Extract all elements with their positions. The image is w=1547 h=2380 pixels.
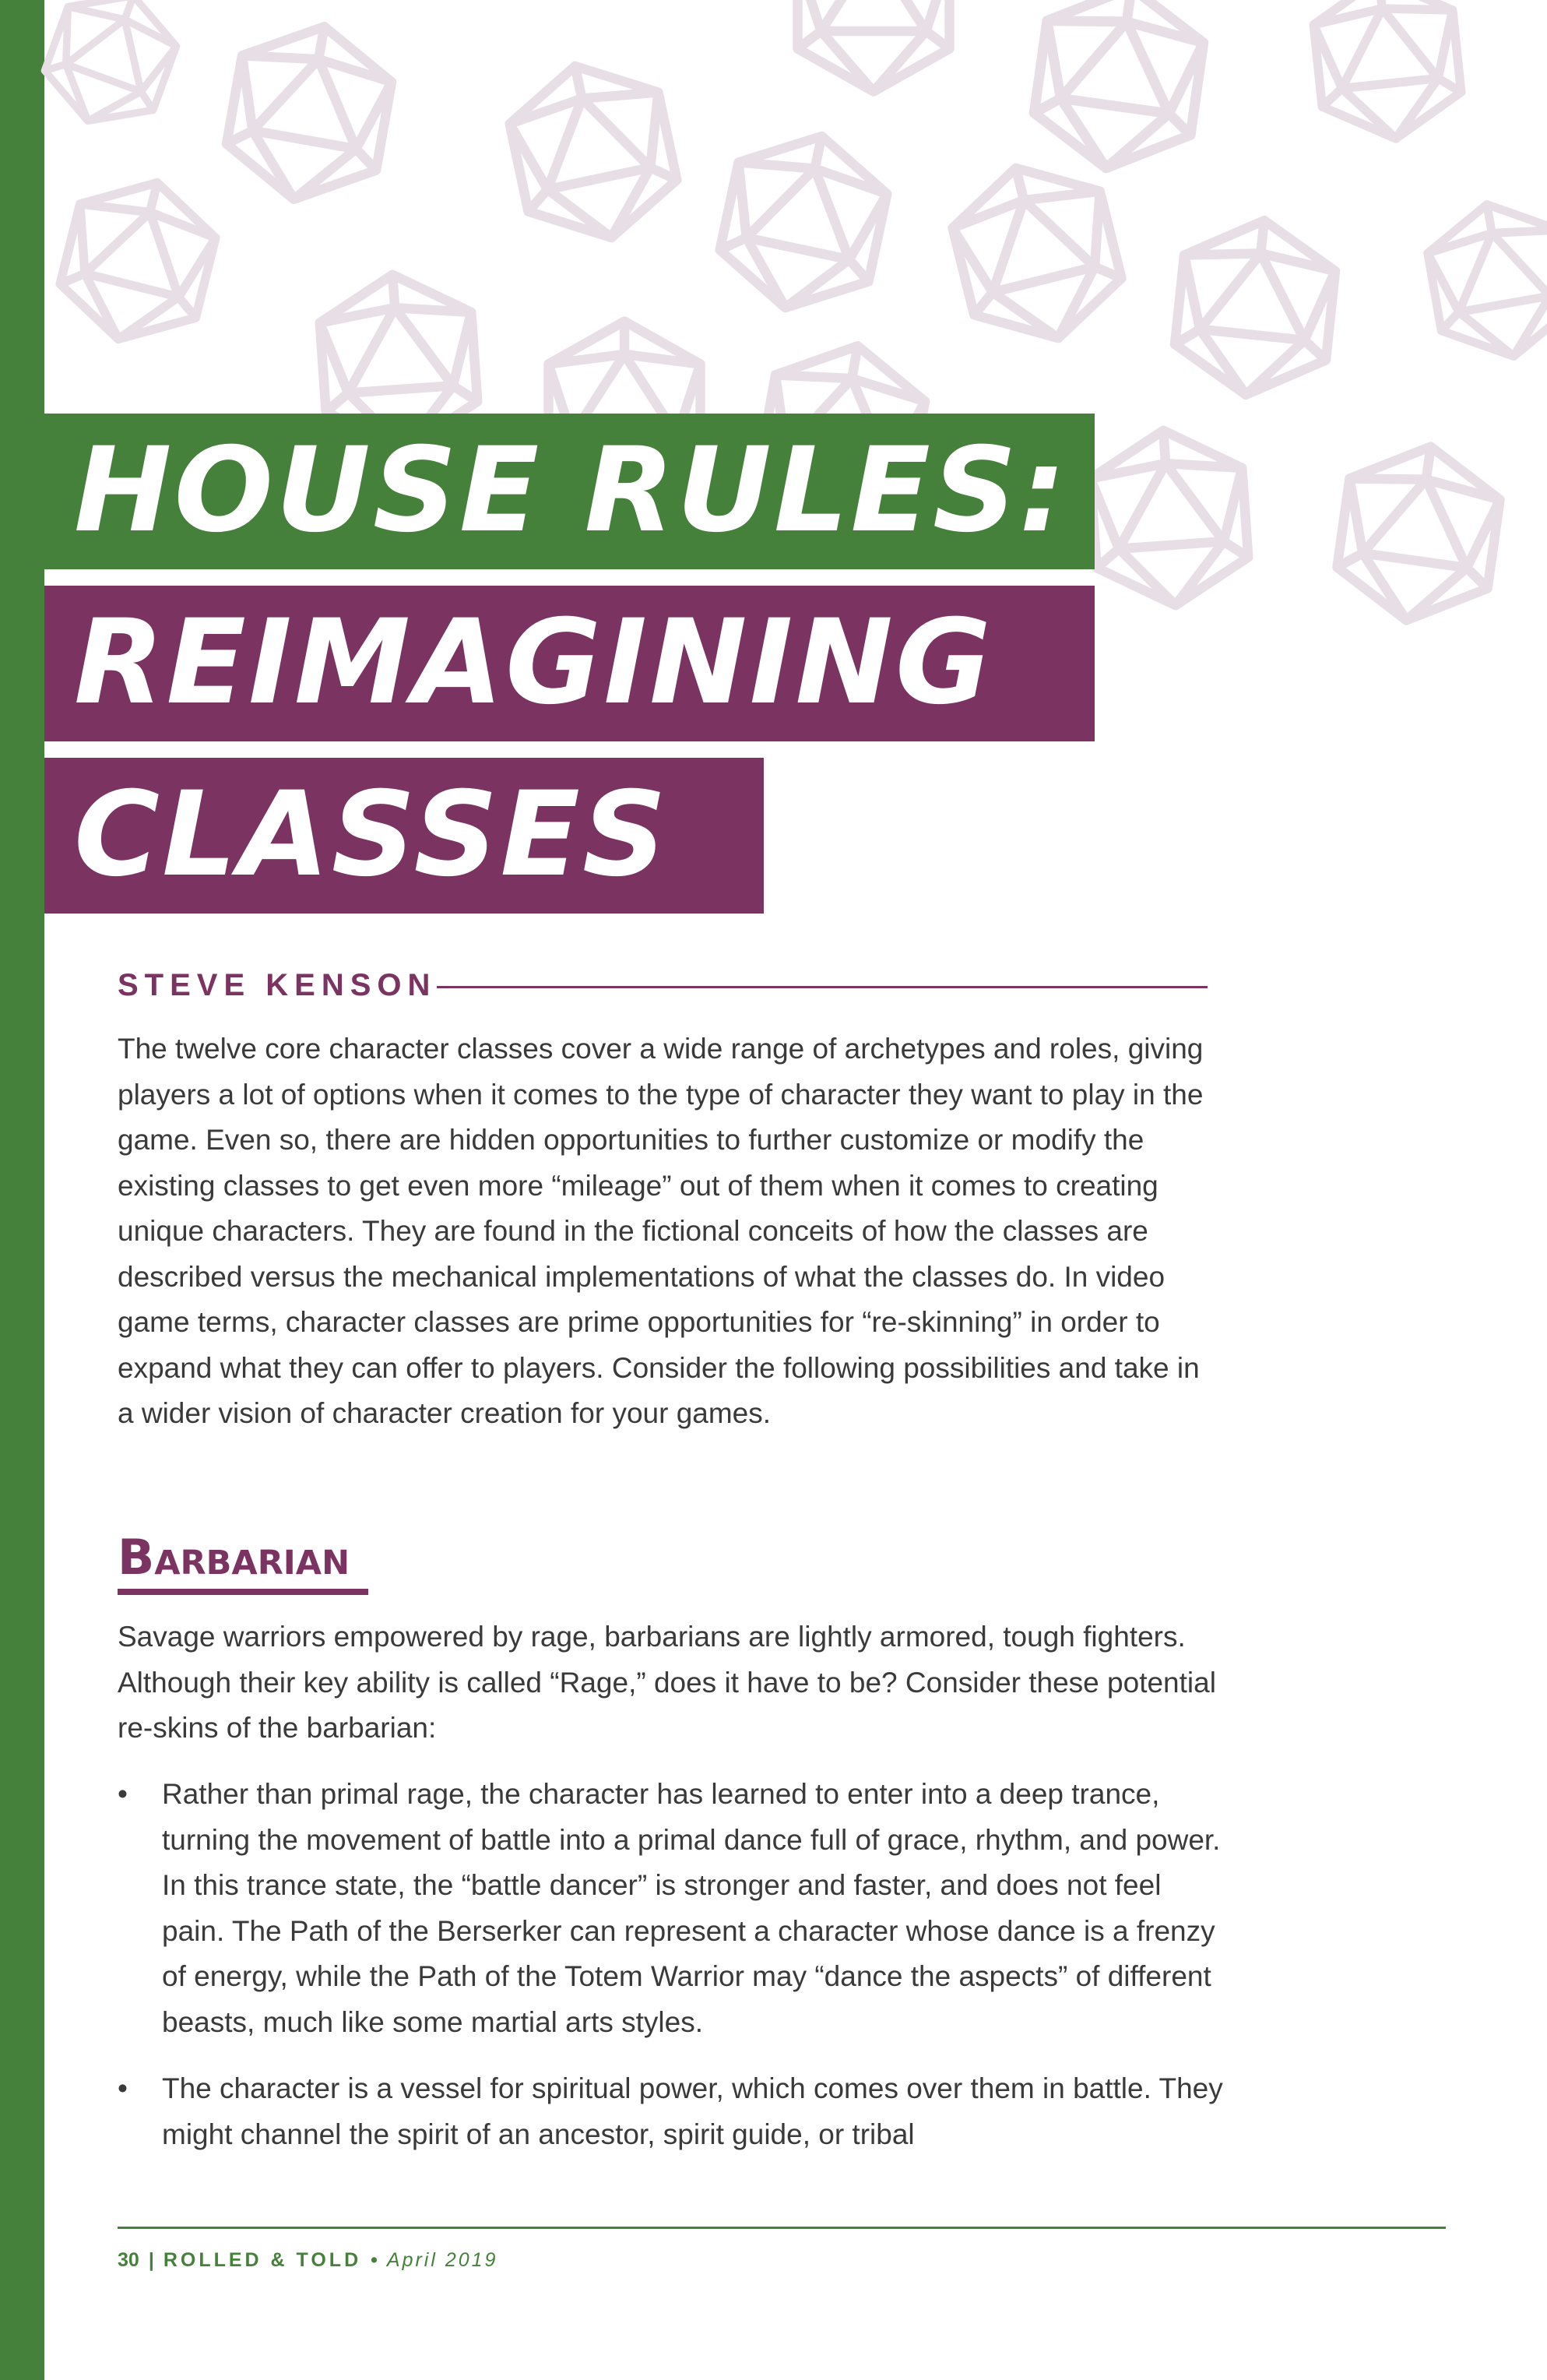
byline (118, 966, 1208, 1005)
title-line-2: REIMAGINING (74, 595, 994, 731)
bullet-list (118, 1772, 1223, 2178)
footer-dot: • (371, 2249, 378, 2271)
section-underline (118, 1589, 368, 1595)
left-accent-bar (0, 0, 44, 2380)
list-item-text: Rather than primal rage, the character has learned to enter into a deep trance, turning the movement of battle into a primal dance full of grace, rhythm, and power. In this trance state, the “battle dancer” is stronger and faster, and does not feel pain. The Path of the Berserker can represent a character whose dance is a frenzy of energy, while the Path of the Totem Warrior may “dance the aspects” of different beasts, much like some martial arts styles. (162, 1778, 1221, 2038)
issue-date: April 2019 (386, 2249, 498, 2271)
section-lead-paragraph: Savage warriors empowered by rage, barbarians are lightly armored, tough fighters. Although their key ability is called “Rage,” does it have to be? Consider these potential re-skins of the barbarian: (118, 1621, 1216, 1744)
d20-dice-icon (1148, 201, 1362, 415)
bullet-icon: • (118, 1778, 128, 1810)
d20-dice-icon (1401, 181, 1547, 380)
author-name: STEVE KENSON (118, 968, 437, 1002)
d20-dice-icon (16, 0, 206, 153)
bullet-icon: • (118, 2072, 128, 2104)
footer (118, 2247, 498, 2273)
footer-rule (118, 2227, 1446, 2229)
intro-paragraph: The twelve core character classes cover a wide range of archetypes and roles, giving players a lot of options when it comes to the type of character they want to play in the game. Even so, there are hidden opportunities to further customize or modify the existing classes to get even more “mileage” out of them when it comes to creating unique characters. They are found in the fictional conceits of how the classes are described versus the mechanical implementations of what the classes do. In video game terms, character classes are prime opportunities for “re-skinning” in order to expand what they can offer to players. Consider the following possibilities and take in a wider vision of character creation for your games. (118, 1033, 1204, 1429)
byline-rule (437, 986, 1208, 988)
title-line-3: CLASSES (74, 767, 669, 903)
footer-separator: | (148, 2249, 154, 2271)
list-item (118, 2066, 1223, 2157)
d20-dice-icon (478, 37, 709, 268)
list-item (118, 1772, 1223, 2045)
magazine-name: ROLLED & TOLD (163, 2249, 362, 2271)
section-heading: Barbarian (118, 1529, 350, 1586)
title-line-1: HOUSE RULES: (74, 423, 1068, 558)
d20-dice-icon (1289, 0, 1486, 157)
page-number: 30 (118, 2249, 139, 2271)
d20-dice-icon (1309, 424, 1528, 643)
list-item-text: The character is a vessel for spiritual power, which comes over them in battle. They might channel the spirit of an ancestor, spirit guide, or tribal (162, 2072, 1223, 2150)
d20-dice-icon (776, 0, 971, 101)
d20-dice-icon (1066, 414, 1274, 622)
d20-dice-icon (688, 107, 919, 338)
